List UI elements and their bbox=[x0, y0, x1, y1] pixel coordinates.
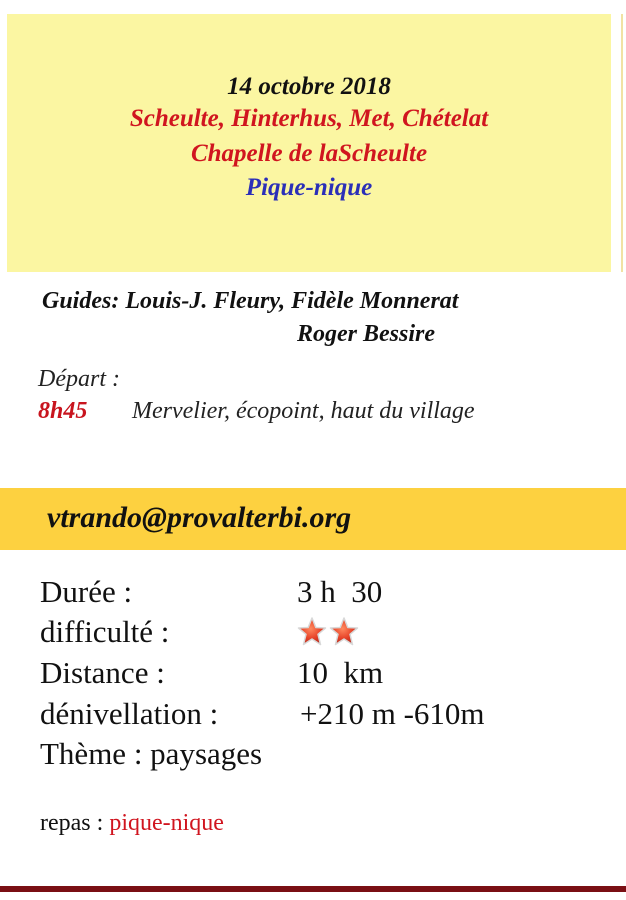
distance-value: 10 km bbox=[297, 655, 384, 690]
right-divider bbox=[621, 14, 623, 272]
guides-line-1: Guides: Louis-J. Fleury, Fidèle Monnerat bbox=[42, 288, 459, 314]
event-meal-note: Pique-nique bbox=[245, 174, 373, 201]
meal-line bbox=[40, 810, 224, 837]
star-icon bbox=[329, 616, 359, 648]
duration-value: 3 h 30 bbox=[297, 574, 383, 609]
contact-email[interactable]: vtrando@provalterbi.org bbox=[47, 501, 352, 534]
departure-place: Mervelier, écopoint, haut du village bbox=[132, 398, 475, 424]
departure-label: Départ : bbox=[38, 366, 120, 392]
meal-value: pique-nique bbox=[109, 810, 224, 836]
theme-text: Thème : paysages bbox=[40, 736, 263, 771]
meal-label: repas : bbox=[40, 810, 104, 836]
star-icon bbox=[297, 616, 327, 648]
event-date: 14 octobre 2018 bbox=[227, 73, 391, 100]
distance-label: Distance : bbox=[40, 655, 165, 690]
footer-rule bbox=[0, 886, 626, 892]
contact-band bbox=[0, 488, 626, 550]
duration-label: Durée : bbox=[40, 574, 133, 609]
elevation-value: +210 m -610m bbox=[300, 696, 485, 731]
difficulty-rating bbox=[297, 616, 361, 648]
difficulty-label: difficulté : bbox=[40, 614, 170, 649]
elevation-label: dénivellation : bbox=[40, 696, 219, 731]
guides-line-2: Roger Bessire bbox=[297, 321, 435, 347]
event-route: Scheulte, Hinterhus, Met, Chételat bbox=[129, 105, 489, 132]
event-chapel: Chapelle de laScheulte bbox=[190, 140, 428, 167]
header-box bbox=[7, 14, 611, 272]
departure-time: 8h45 bbox=[38, 398, 88, 424]
